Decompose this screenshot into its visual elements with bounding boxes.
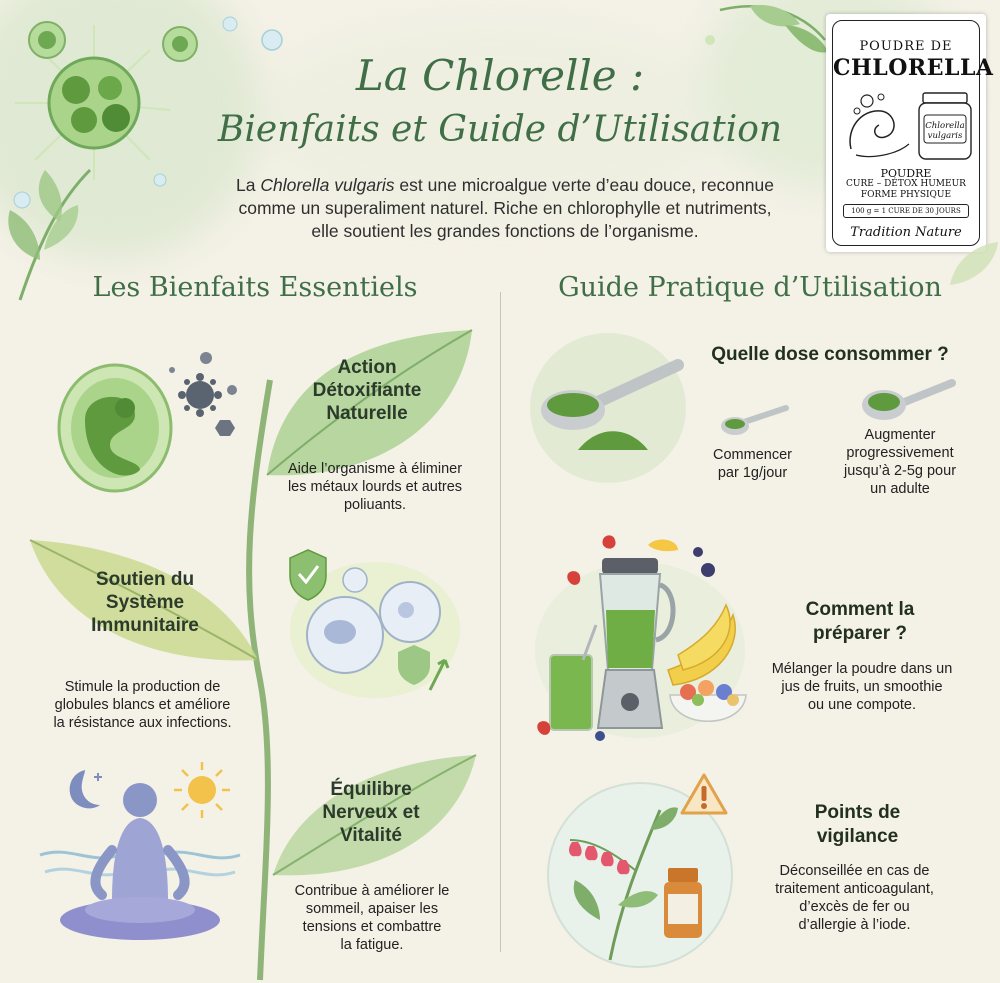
microalgae-cell-icon [55, 360, 175, 495]
smoothie-blender-icon [528, 530, 753, 745]
benefit-desc-nerve: Contribue à améliorer le sommeil, apaiser les tensions et combattre la fatigue. [294, 883, 450, 953]
sun-icon [172, 760, 232, 820]
jar-text: Chlorella vulgaris [925, 121, 965, 141]
toxin-particles-icon [160, 350, 250, 440]
guide-heading: Guide Pratique d’Utilisation [558, 272, 942, 303]
dose-start: Commencer par 1g/jour [713, 447, 792, 481]
intro-text: La Chlorella vulgaris est une microalgue verte d’eau douce, reconnue comme un superaliment naturel. Riche en chlorophylle et nutriments, elle soutient les grandes fonctions de l’organisme. [236, 175, 774, 241]
decorative-leaves-icon [690, 0, 830, 80]
benefit-desc-detox: Aide l’organisme à éliminer les métaux lourds et autres poliuants. [287, 461, 463, 513]
prepare-title: Comment la préparer ? [805, 599, 915, 644]
label-form: POUDRE [880, 167, 932, 180]
large-spoon-icon [862, 375, 957, 423]
powder-spoon-icon [528, 330, 698, 485]
white-blood-cells-icon [280, 540, 460, 700]
label-line2: CURE – DÉTOX HUMEUR [846, 179, 966, 189]
label-top-line: POUDRE DE [859, 39, 953, 54]
benefit-title-immune: Soutien du Système Immunitaire [91, 569, 199, 636]
moon-stars-icon [60, 765, 110, 815]
label-dose: 100 g = 1 CURE DE 30 JOURS [843, 204, 969, 218]
caution-title: Points de vigilance [814, 802, 901, 847]
column-divider [500, 292, 501, 952]
small-spoon-icon [720, 402, 790, 438]
label-maker: Tradition Nature [850, 225, 962, 240]
page-title: La Chlorelle : [355, 51, 645, 100]
benefit-desc-immune: Stimule la production de globules blancs et améliore la résistance aux infections. [53, 679, 232, 731]
benefits-heading: Les Bienfaits Essentiels [92, 272, 418, 303]
warning-triangle-icon [680, 772, 728, 816]
benefit-title-detox: Action Détoxifiante Naturelle [312, 357, 422, 424]
page-subtitle: Bienfaits et Guide d’Utilisation [217, 109, 783, 150]
dose-title: Quelle dose consommer ? [711, 344, 949, 365]
edge-leaf-icon [940, 240, 1000, 290]
algae-cluster-icon [0, 0, 260, 300]
swirl-illustration-icon [841, 89, 916, 161]
supplement-bottle-icon [664, 868, 702, 938]
benefit-title-nerve: Équilibre Nerveux et Vitalité [322, 779, 420, 846]
label-line3: FORME PHYSIQUE [860, 190, 952, 200]
caution-desc: Déconseillée en cas de traitement anticoagulant, d’excès de fer ou d’allergie à l’iode. [775, 863, 934, 933]
label-brand: CHLORELLA [833, 55, 994, 81]
prepare-desc: Mélanger la poudre dans un jus de fruits, un smoothie ou une compote. [771, 661, 953, 713]
dose-increase: Augmenter progressivement jusqu’à 2-5g pour un adulte [843, 427, 957, 497]
product-label [826, 14, 994, 252]
shield-check-icon [290, 550, 326, 600]
